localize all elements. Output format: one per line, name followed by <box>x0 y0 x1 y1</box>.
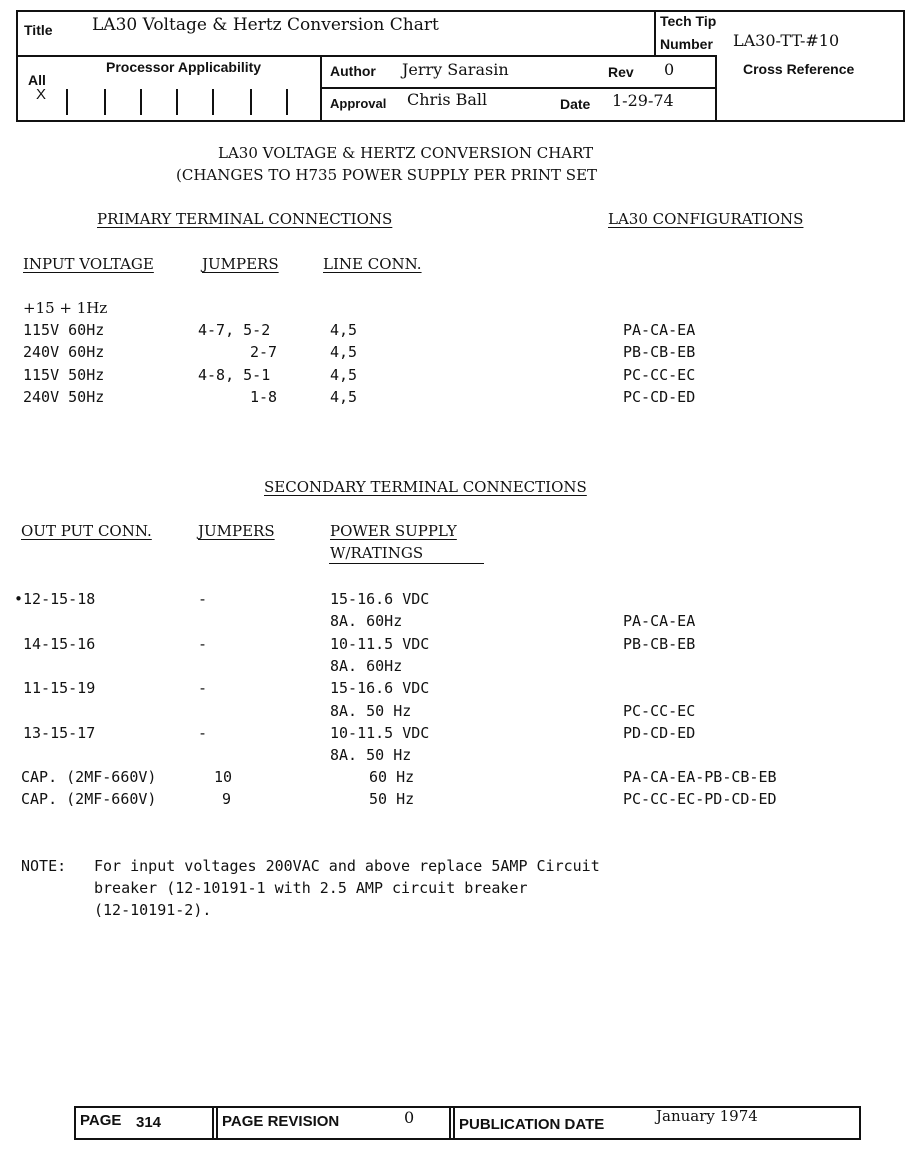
output-conn-cell: 14-15-16 <box>23 635 96 653</box>
ratings-header: W/RATINGS <box>330 544 424 562</box>
rating-cell: 60 Hz <box>369 768 415 786</box>
processor-tick <box>212 89 214 115</box>
jumpers-cell: 1-8 <box>250 388 278 406</box>
jumpers-cell: 4-7, 5-2 <box>198 321 271 339</box>
secondary-heading: SECONDARY TERMINAL CONNECTIONS <box>264 478 587 496</box>
processor-tick <box>286 89 288 115</box>
author-divider <box>320 87 717 89</box>
config-cell: PC-CC-EC <box>623 702 696 720</box>
output-conn-cell: 11-15-19 <box>23 679 96 697</box>
ratings-underline <box>329 563 484 564</box>
config-cell: PB-CB-EB <box>623 635 696 653</box>
note-label: NOTE: <box>21 857 67 875</box>
rating-cell: 10-11.5 VDC <box>330 724 430 742</box>
config-cell: PA-CA-EA-PB-CB-EB <box>623 768 777 786</box>
config-cell: PC-CC-EC <box>623 366 696 384</box>
publication-date-value: January 1974 <box>656 1107 758 1125</box>
techtip-number-label: Number <box>660 36 713 52</box>
all-mark: X <box>36 86 47 103</box>
jumpers-cell: 2-7 <box>250 343 278 361</box>
jumpers-cell: - <box>198 724 208 742</box>
line-conn-cell: 4,5 <box>330 366 358 384</box>
input-voltage-cell: 240V 60Hz <box>23 343 105 361</box>
doc-title-line2: (CHANGES TO H735 POWER SUPPLY PER PRINT SET <box>176 166 598 184</box>
power-supply-header: POWER SUPPLY <box>330 522 457 540</box>
page-number: 314 <box>136 1114 162 1131</box>
config-cell: PA-CA-EA <box>623 612 696 630</box>
all-label: All <box>28 72 46 88</box>
input-voltage-cell: 240V 50Hz <box>23 388 105 406</box>
header-divider <box>16 55 717 57</box>
rating-cell: 15-16.6 VDC <box>330 679 430 697</box>
techtip-number: LA30-TT-#10 <box>733 31 840 50</box>
processor-tick <box>176 89 178 115</box>
rating-cell: 8A. 50 Hz <box>330 746 412 764</box>
config-cell: PC-CC-EC-PD-CD-ED <box>623 790 777 808</box>
rating-cell: 8A. 60Hz <box>330 612 403 630</box>
footer-divider <box>453 1106 455 1140</box>
processor-tick <box>250 89 252 115</box>
tolerance-label: +15 + 1Hz <box>23 299 108 317</box>
output-conn-cell: •12-15-18 <box>14 590 96 608</box>
input-voltage-cell: 115V 50Hz <box>23 366 105 384</box>
processor-tick <box>104 89 106 115</box>
page-label: PAGE <box>80 1112 122 1129</box>
rating-cell: 50 Hz <box>369 790 415 808</box>
rating-cell: 10-11.5 VDC <box>330 635 430 653</box>
footer-divider <box>216 1106 218 1140</box>
line-conn-cell: 4,5 <box>330 343 358 361</box>
cap-conn-cell: CAP. (2MF-660V) <box>21 768 157 786</box>
techtip-label: Tech Tip <box>660 13 717 29</box>
rating-cell: 8A. 50 Hz <box>330 702 412 720</box>
rating-cell: 15-16.6 VDC <box>330 590 430 608</box>
jumpers-cell: - <box>198 635 208 653</box>
secondary-jumpers-header: JUMPERS <box>198 522 275 540</box>
processor-tick <box>66 89 68 115</box>
author-value: Jerry Sarasin <box>402 60 509 79</box>
approval-label: Approval <box>330 96 387 111</box>
line-conn-cell: 4,5 <box>330 321 358 339</box>
title-label: Title <box>24 22 53 38</box>
jumpers-cell: - <box>198 679 208 697</box>
config-heading: LA30 CONFIGURATIONS <box>608 210 804 228</box>
date-value: 1-29-74 <box>612 91 674 110</box>
rating-cell: 8A. 60Hz <box>330 657 403 675</box>
jumpers-cell: 9 <box>222 790 232 808</box>
line-conn-header: LINE CONN. <box>323 255 422 273</box>
date-label: Date <box>560 96 591 112</box>
primary-heading: PRIMARY TERMINAL CONNECTIONS <box>97 210 393 228</box>
note-line: breaker (12-10191-1 with 2.5 AMP circuit breaker <box>94 879 528 897</box>
rev-label: Rev <box>608 64 634 80</box>
footer-divider <box>449 1106 451 1140</box>
rev-value: 0 <box>664 60 675 79</box>
publication-date-label: PUBLICATION DATE <box>459 1116 605 1133</box>
techtip-divider <box>654 10 656 56</box>
output-conn-header: OUT PUT CONN. <box>21 522 152 540</box>
cap-conn-cell: CAP. (2MF-660V) <box>21 790 157 808</box>
jumpers-header: JUMPERS <box>202 255 279 273</box>
processor-tick <box>140 89 142 115</box>
config-cell: PB-CB-EB <box>623 343 696 361</box>
page-revision-label: PAGE REVISION <box>222 1113 340 1130</box>
config-cell: PA-CA-EA <box>623 321 696 339</box>
config-cell: PD-CD-ED <box>623 724 696 742</box>
processor-label: Processor Applicability <box>106 59 262 75</box>
note-line: (12-10191-2). <box>94 901 212 919</box>
line-conn-cell: 4,5 <box>330 388 358 406</box>
cross-reference-label: Cross Reference <box>743 61 855 77</box>
page-revision-value: 0 <box>404 1108 415 1127</box>
jumpers-cell: 4-8, 5-1 <box>198 366 271 384</box>
input-voltage-cell: 115V 60Hz <box>23 321 105 339</box>
doc-title-line1: LA30 VOLTAGE & HERTZ CONVERSION CHART <box>218 144 594 162</box>
author-label: Author <box>330 63 376 79</box>
input-voltage-header: INPUT VOLTAGE <box>23 255 154 273</box>
jumpers-cell: - <box>198 590 208 608</box>
approval-value: Chris Ball <box>407 90 488 109</box>
output-conn-cell: 13-15-17 <box>23 724 96 742</box>
note-line: For input voltages 200VAC and above replace 5AMP Circuit <box>94 857 600 875</box>
jumpers-cell: 10 <box>214 768 233 786</box>
doc-title-field: LA30 Voltage & Hertz Conversion Chart <box>92 15 439 35</box>
footer-divider <box>212 1106 214 1140</box>
config-cell: PC-CD-ED <box>623 388 696 406</box>
